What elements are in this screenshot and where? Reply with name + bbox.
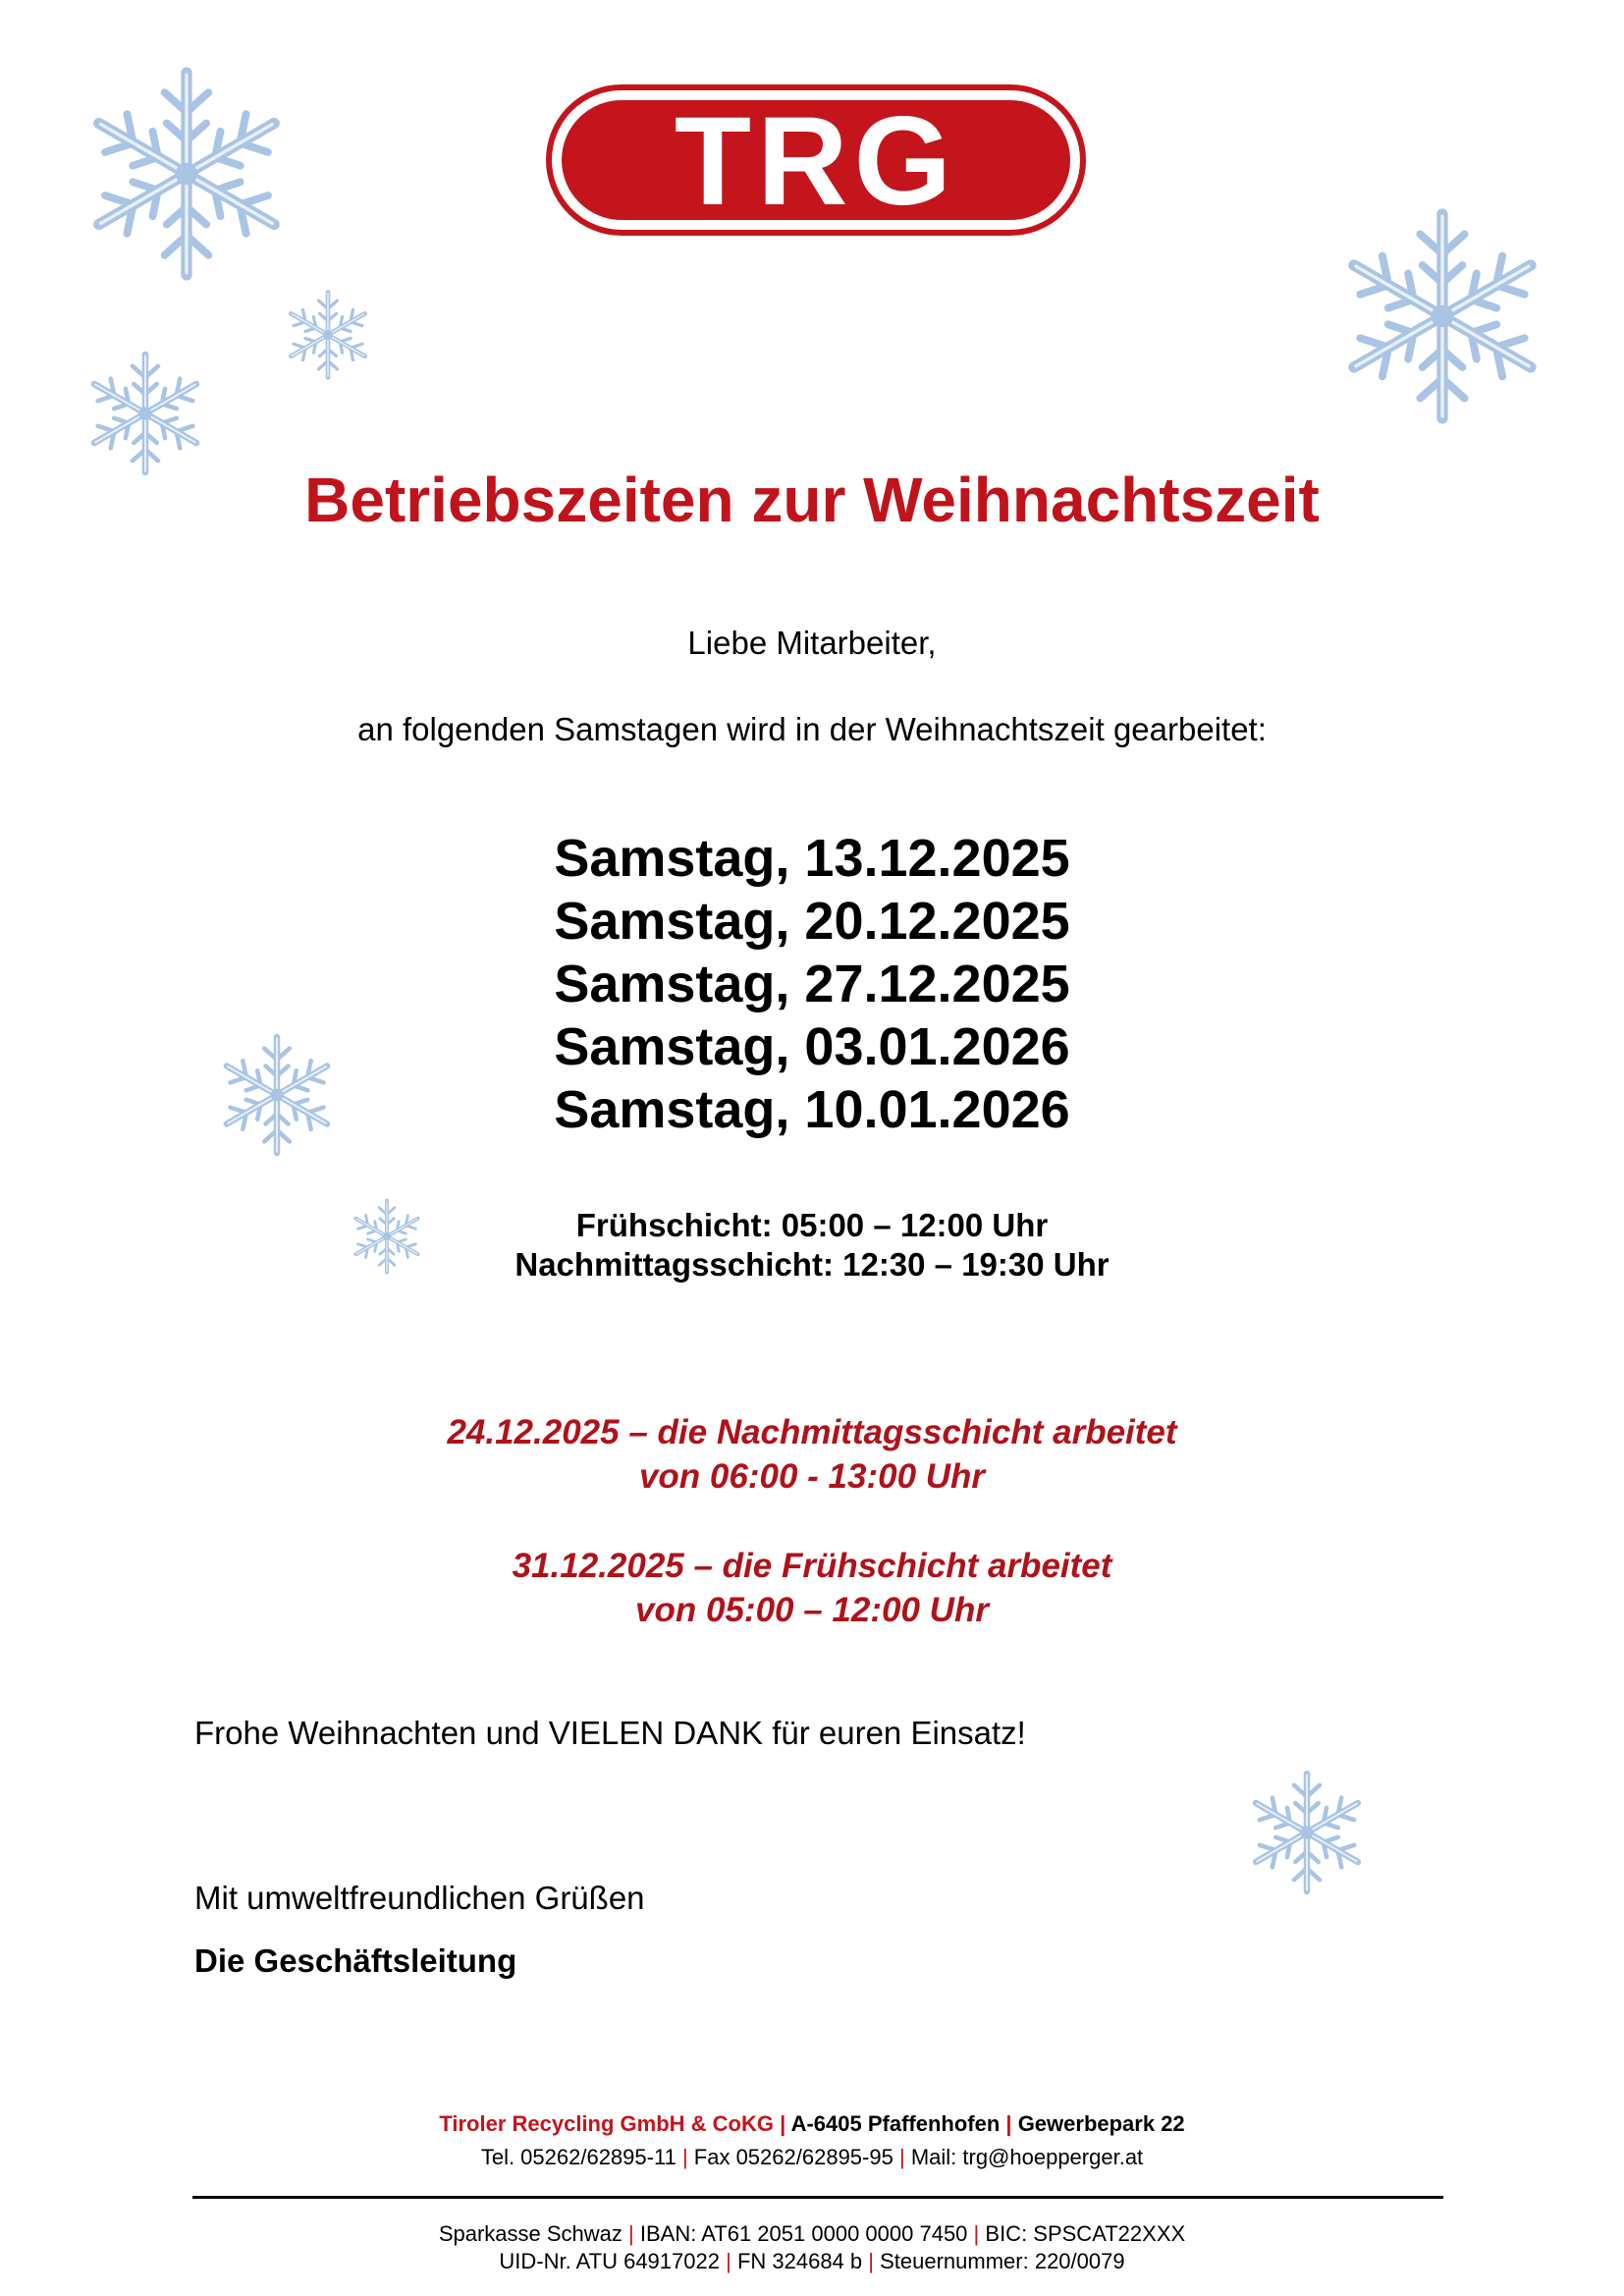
thanks-text: Frohe Weihnachten und VIELEN DANK für euren Einsatz! xyxy=(194,1715,1026,1751)
closing-text: Mit umweltfreundlichen Grüßen xyxy=(194,1880,645,1916)
shift-times xyxy=(0,1206,1624,1285)
footer-bank-line: Sparkasse Schwaz | IBAN: AT61 2051 0000 0000 7450 | BIC: SPSCAT22XXX xyxy=(438,2221,1186,2246)
footer-contact-line: Tel. 05262/62895-11 | Fax 05262/62895-95 | Mail: trg@hoepperger.at xyxy=(480,2145,1144,2169)
intro-text: an folgenden Samstagen wird in der Weihnachtszeit gearbeitet: xyxy=(357,711,1267,747)
footer-company-line: Tiroler Recycling GmbH & CoKG | A-6405 Pfaffenhofen | Gewerbepark 22 xyxy=(439,2111,1185,2136)
date-item: Samstag, 13.12.2025 xyxy=(554,829,1070,888)
logo-badge xyxy=(562,91,1070,232)
address-street: Gewerbepark 22 xyxy=(1017,2111,1185,2136)
greeting: Liebe Mitarbeiter, xyxy=(687,625,937,661)
tel: Tel. 05262/62895-11 xyxy=(480,2145,677,2169)
afternoon-shift: Nachmittagsschicht: 12:30 – 19:30 Uhr xyxy=(514,1246,1110,1283)
special-notice-line: 31.12.2025 – die Frühschicht arbeitet xyxy=(512,1547,1112,1585)
date-item: Samstag, 03.01.2026 xyxy=(554,1017,1070,1076)
footer-tax-line: UID-Nr. ATU 64917022 | FN 324684 b | Steuernummer: 220/0079 xyxy=(499,2249,1125,2273)
trg-logo xyxy=(546,84,1086,236)
uid: UID-Nr. ATU 64917022 xyxy=(499,2249,720,2273)
date-item: Samstag, 10.01.2026 xyxy=(554,1080,1070,1139)
snowflake-icon xyxy=(82,61,291,287)
signature: Die Geschäftsleitung xyxy=(194,1942,517,1979)
date-item: Samstag, 20.12.2025 xyxy=(554,892,1070,951)
company-name: Tiroler Recycling GmbH & CoKG xyxy=(439,2111,774,2136)
special-notice xyxy=(0,1544,1624,1632)
working-dates-list xyxy=(0,827,1624,1141)
special-notice-line: von 06:00 - 13:00 Uhr xyxy=(638,1457,986,1496)
address-city: A-6405 Pfaffenhofen xyxy=(790,2111,1001,2136)
special-notice-line: 24.12.2025 – die Nachmittagsschicht arbeitet xyxy=(447,1413,1177,1451)
iban: IBAN: AT61 2051 0000 0000 7450 xyxy=(639,2221,968,2246)
snowflake-icon xyxy=(1239,1758,1375,1907)
bic: BIC: SPSCAT22XXX xyxy=(985,2221,1186,2246)
mail: Mail: trg@hoepperger.at xyxy=(910,2145,1144,2169)
bank: Sparkasse Schwaz xyxy=(438,2221,623,2246)
page-title: Betriebszeiten zur Weihnachtszeit xyxy=(304,465,1320,535)
special-notice xyxy=(0,1410,1624,1499)
date-item: Samstag, 27.12.2025 xyxy=(554,955,1070,1013)
logo-text: TRG xyxy=(674,91,958,232)
special-notice-line: von 05:00 – 12:00 Uhr xyxy=(635,1591,989,1629)
fax: Fax 05262/62895-95 xyxy=(693,2145,893,2169)
tax-number: Steuernummer: 220/0079 xyxy=(880,2249,1125,2273)
snowflake-icon xyxy=(279,281,377,389)
snowflake-icon xyxy=(1337,202,1547,430)
fn: FN 324684 b xyxy=(736,2249,863,2273)
early-shift: Frühschicht: 05:00 – 12:00 Uhr xyxy=(575,1207,1049,1243)
footer-divider xyxy=(192,2196,1443,2199)
